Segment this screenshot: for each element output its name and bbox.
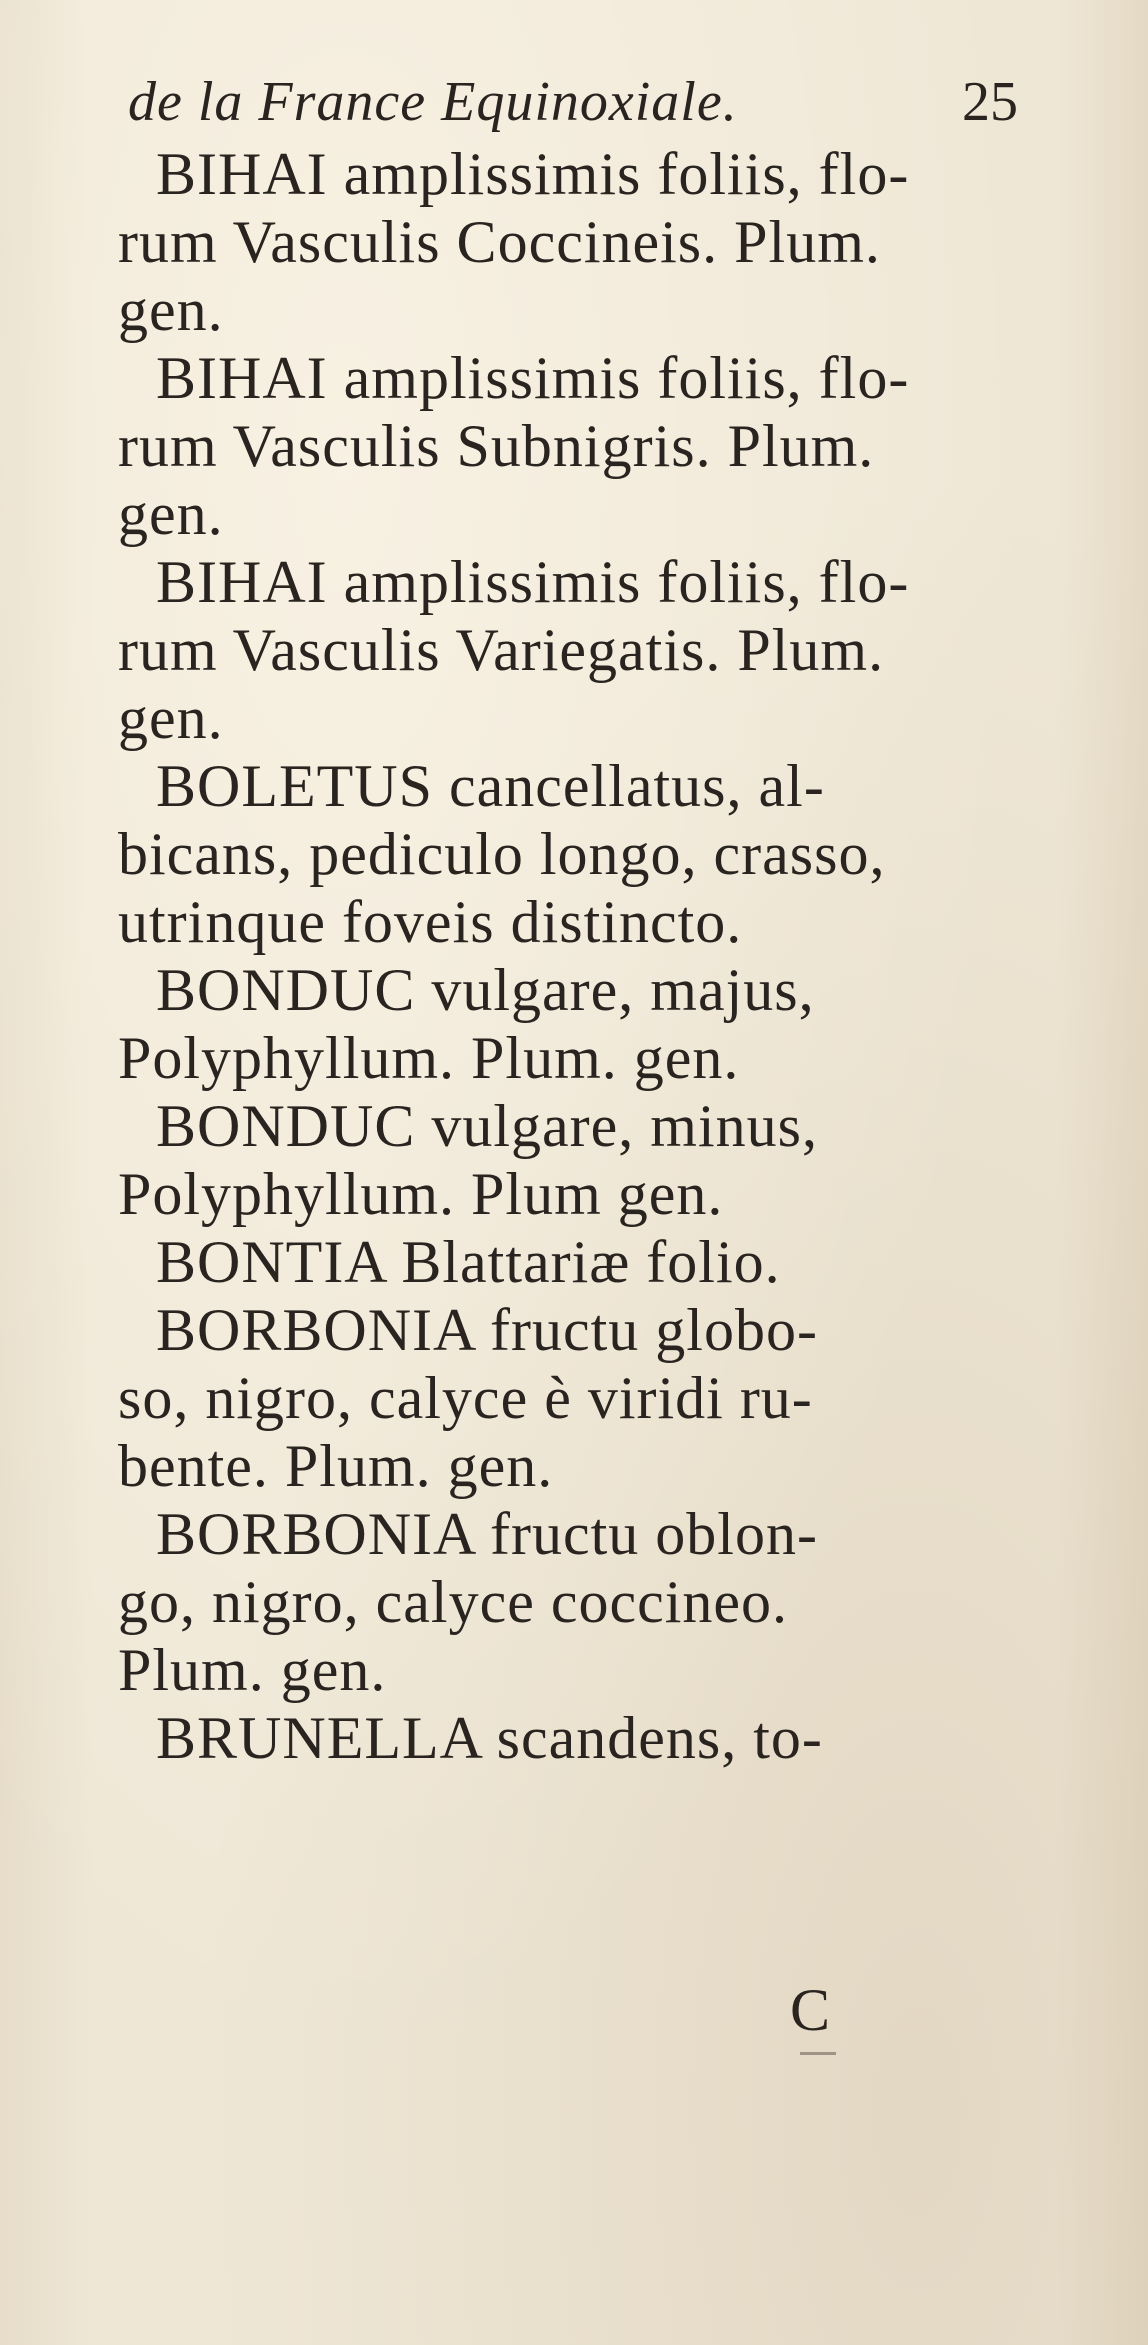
body-text — [118, 140, 1018, 1772]
text-line: Plum. gen. — [118, 1637, 387, 1703]
text-line: gen. — [118, 277, 224, 343]
page-number: 25 — [962, 71, 1018, 133]
text-line: BOLETUS cancellatus, al- — [156, 753, 825, 819]
text-line: BRUNELLA scandens, to- — [156, 1705, 823, 1771]
text-line: rum Vasculis Subnigris. Plum. — [118, 413, 875, 479]
text-line: go, nigro, calyce coccineo. — [118, 1569, 789, 1635]
text-line: BORBONIA fructu globo- — [156, 1297, 818, 1363]
running-title: de la France Equinoxiale. — [128, 71, 738, 133]
text-line: rum Vasculis Variegatis. Plum. — [118, 617, 885, 683]
text-line: bente. Plum. gen. — [118, 1433, 554, 1499]
text-line: BONDUC vulgare, minus, — [156, 1093, 818, 1159]
text-line: BORBONIA fructu oblon- — [156, 1501, 818, 1567]
text-line: Polyphyllum. Plum gen. — [118, 1161, 724, 1227]
page-header — [128, 70, 1018, 140]
text-line: gen. — [118, 481, 224, 547]
text-line: Polyphyllum. Plum. gen. — [118, 1025, 740, 1091]
text-line: BONTIA Blattariæ folio. — [156, 1229, 781, 1295]
text-line: so, nigro, calyce è viridi ru- — [118, 1365, 813, 1431]
text-line: BIHAI amplissimis foliis, flo- — [156, 549, 910, 615]
signature-mark: C — [790, 1977, 831, 2043]
text-line: BONDUC vulgare, majus, — [156, 957, 815, 1023]
signature-underline — [800, 2052, 836, 2055]
text-line: BIHAI amplissimis foliis, flo- — [156, 345, 910, 411]
text-line: gen. — [118, 685, 224, 751]
text-line: bicans, pediculo longo, crasso, — [118, 821, 886, 887]
text-line: utrinque foveis distincto. — [118, 889, 743, 955]
text-line: BIHAI amplissimis foliis, flo- — [156, 141, 910, 207]
text-line: rum Vasculis Coccineis. Plum. — [118, 209, 881, 275]
